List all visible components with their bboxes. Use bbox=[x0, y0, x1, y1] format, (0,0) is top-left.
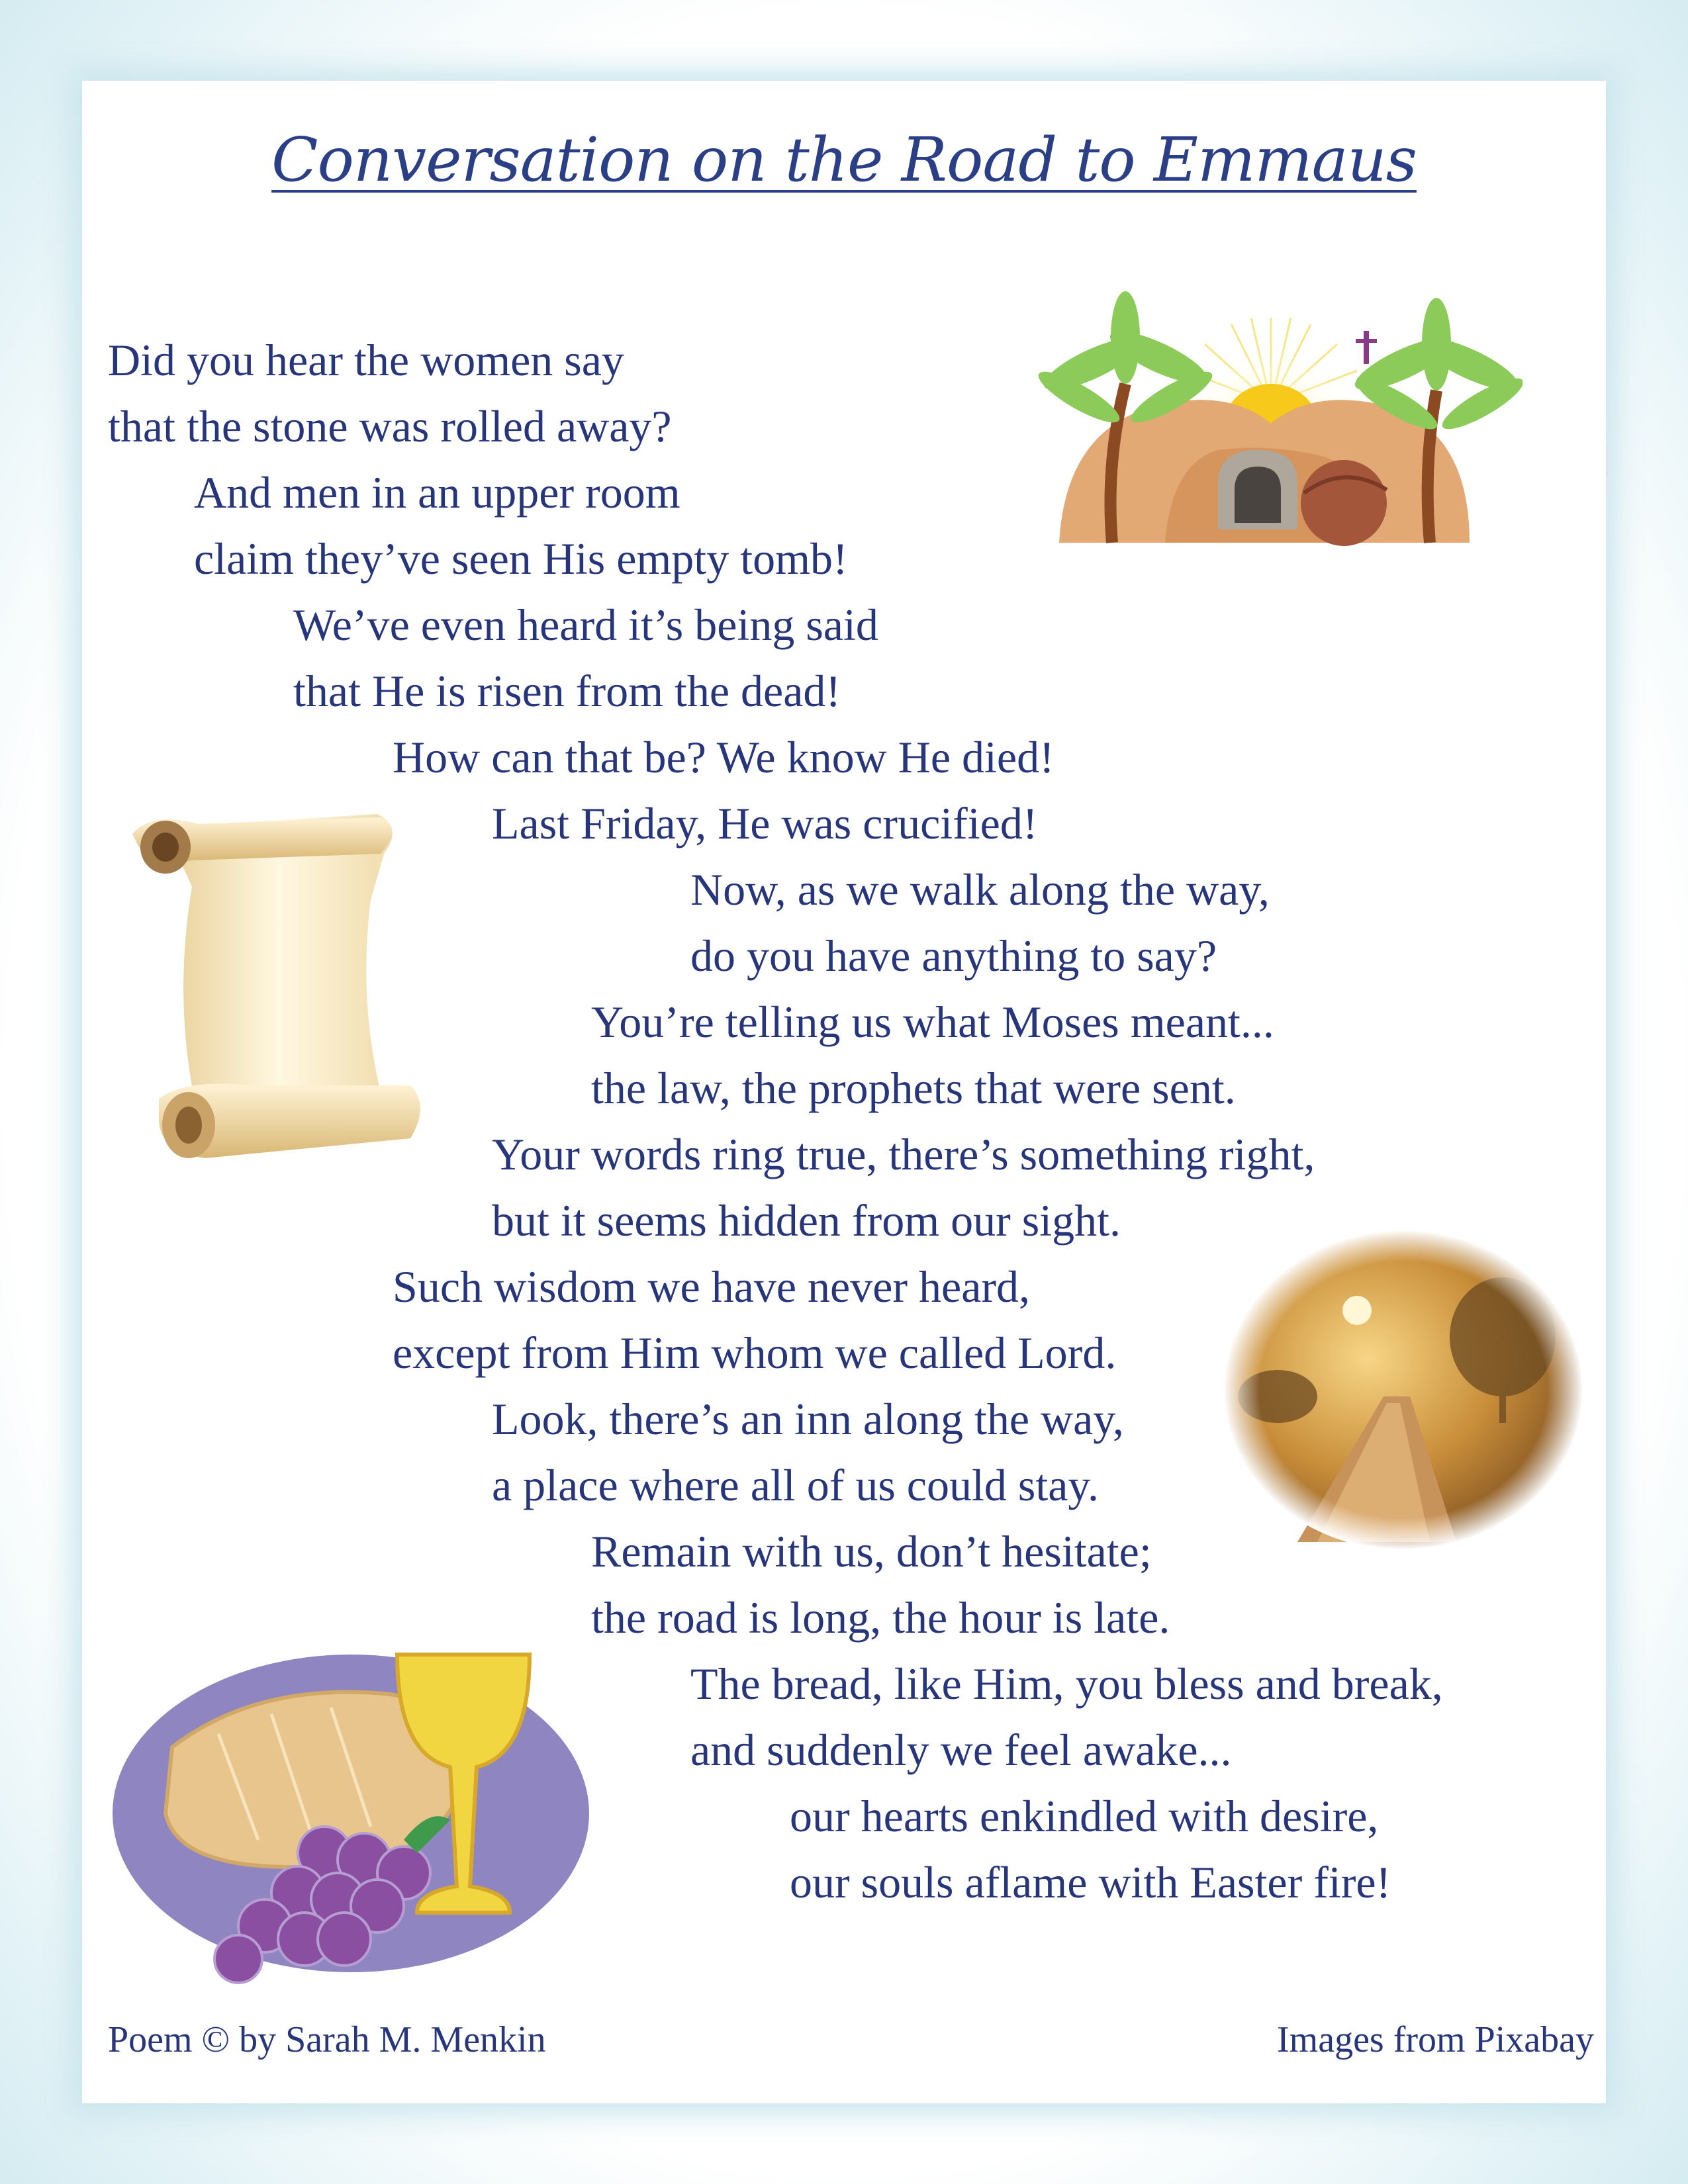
poem-line: do you have anything to say? bbox=[690, 931, 1217, 981]
image-credit: Images from Pixabay bbox=[1277, 2019, 1594, 2060]
poem-line: Last Friday, He was crucified! bbox=[492, 798, 1038, 848]
bread-chalice-grapes-illustration bbox=[106, 1641, 596, 1985]
poem-line: We’ve even heard it’s being said bbox=[293, 600, 878, 650]
poem-line: Such wisdom we have never heard, bbox=[393, 1261, 1031, 1312]
poem-line: claim they’ve seen His empty tomb! bbox=[194, 533, 848, 584]
poem-line: You’re telling us what Moses meant... bbox=[591, 997, 1274, 1047]
empty-tomb-illustration bbox=[993, 291, 1523, 556]
poem-line: a place where all of us could stay. bbox=[492, 1460, 1100, 1510]
poem-line: and suddenly we feel awake... bbox=[690, 1725, 1232, 1775]
poem-line: except from Him whom we called Lord. bbox=[393, 1328, 1117, 1378]
poem-line: Remain with us, don’t hesitate; bbox=[591, 1526, 1152, 1576]
misty-road-photo bbox=[1218, 1224, 1589, 1555]
poem-line: And men in an upper room bbox=[194, 467, 680, 518]
poem-line: Did you hear the women say bbox=[108, 335, 624, 385]
poem-line: Your words ring true, there’s something right, bbox=[492, 1129, 1315, 1179]
poem-line: that the stone was rolled away? bbox=[108, 401, 672, 451]
poem-line: that He is risen from the dead! bbox=[293, 666, 841, 716]
poem-line: our hearts enkindled with desire, bbox=[790, 1791, 1379, 1841]
poem-line: the road is long, the hour is late. bbox=[591, 1592, 1170, 1643]
poem-line: Look, there’s an inn along the way, bbox=[492, 1394, 1124, 1444]
poem-credit: Poem © by Sarah M. Menkin bbox=[108, 2019, 546, 2060]
poem-line: but it seems hidden from our sight. bbox=[492, 1195, 1121, 1246]
parchment-scroll-illustration bbox=[119, 807, 437, 1178]
poem-line: our souls aflame with Easter fire! bbox=[790, 1857, 1391, 1907]
poem-line: Now, as we walk along the way, bbox=[690, 864, 1270, 915]
poem-line: The bread, like Him, you bless and break, bbox=[690, 1659, 1443, 1709]
poem-title: Conversation on the Road to Emmaus bbox=[271, 124, 1417, 195]
poem-line: How can that be? We know He died! bbox=[393, 732, 1055, 782]
poem-line: the law, the prophets that were sent. bbox=[591, 1063, 1236, 1113]
